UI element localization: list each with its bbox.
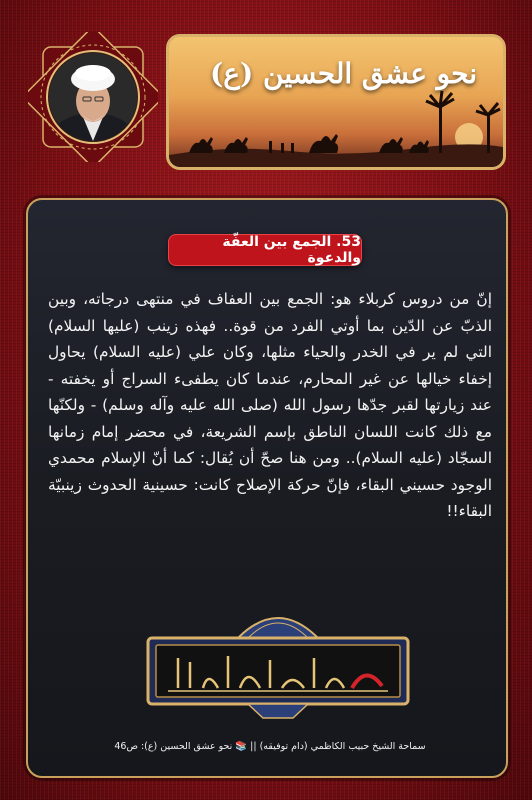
footer-credit: سماحة الشيخ حبيب الكاظمي (دام توفيقه) || 📚 نحو عشق الحسين (ع): ص46 [114,741,426,752]
banner-title: نحو عشق الحسين (ع) [210,57,477,90]
calligraphy-plaque-icon [128,600,428,750]
article-body: إنّ من دروس كربلاء هو: الجمع بين العفاف في منتهى درجاته، وبين الذبّ عن الدّين بما أوتي الفرد من قوة.. فهذه زينب (عليها السلام) التي لم ير في الخدر والحياء مثلها، وكان علي (عليه السلام) يحاول إخفاء خيالها عن غير المحارم، عندما كان يطفىء السراج أو يخفته - عند زيارتها لقبر جدّها رسول الله (صلى الله عليه وآله وسلم) - ولكنّها مع ذلك كانت اللسان الناطق بإسم الشريعة، في محضر إمام زمانها السجّاد (عليه السلام).. ومن هنا صحّ أن يُقال: كما أنّ الإسلام محمدي الوجود حسيني البقاء، فإنّ حركة الإصلاح كانت: حسينية الحدوث زينبيّة البقاء!! [48,290,492,520]
content-panel [26,198,508,778]
title-banner [166,34,506,170]
article-heading: 53. الجمع بين العفّة والدعوة [168,234,362,266]
ornament-frame-icon [28,32,158,162]
author-portrait [28,32,158,162]
